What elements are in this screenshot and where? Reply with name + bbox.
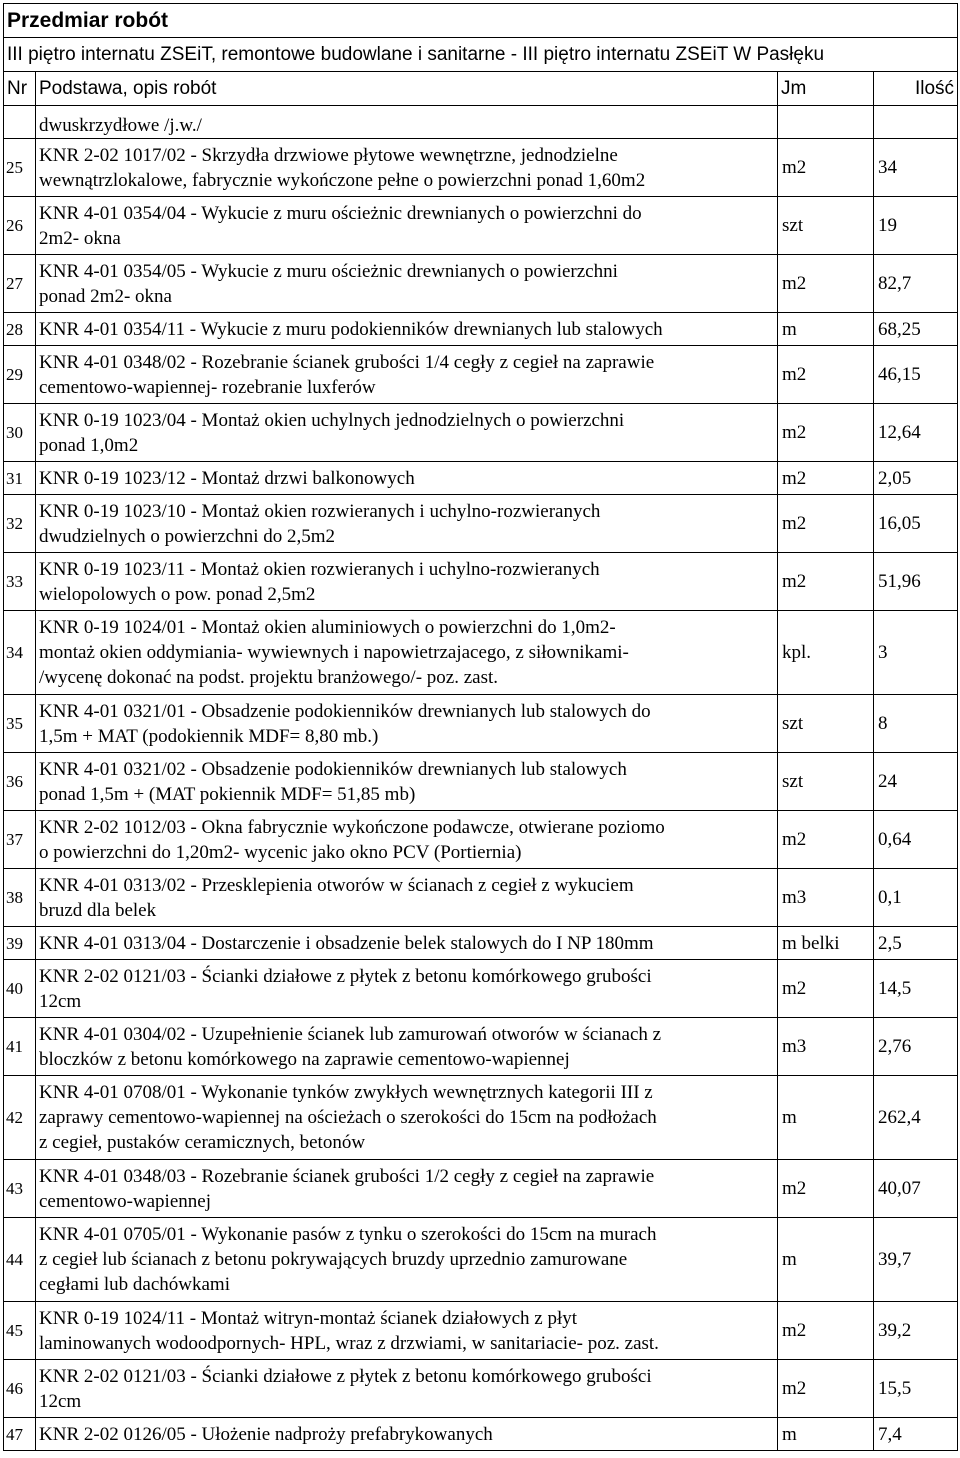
row-unit: m2	[778, 1360, 874, 1418]
row-description	[36, 927, 778, 960]
row-number: 37	[4, 811, 36, 869]
table-row	[4, 1018, 958, 1076]
continuation-text: dwuskrzydłowe /j.w./	[36, 106, 778, 139]
row-description	[36, 1218, 778, 1302]
row-number: 44	[4, 1218, 36, 1302]
row-number: 45	[4, 1302, 36, 1360]
row-number	[4, 106, 36, 139]
description-line: 12cm	[39, 990, 82, 1012]
description-line: KNR 4-01 0313/02 - Przesklepienia otworów w ścianach z cegieł z wykuciem	[39, 874, 634, 896]
description-line: ponad 2m2- okna	[39, 285, 172, 307]
description-line: montaż okien oddymiania- wywiewnych i napowietrzajacego, z siłownikami-	[39, 642, 629, 663]
row-quantity: 0,64	[874, 811, 958, 869]
description-line: KNR 0-19 1024/01 - Montaż okien aluminiowych o powierzchni do 1,0m2-	[39, 617, 616, 638]
description-line: dwudzielnych o powierzchni do 2,5m2	[39, 525, 336, 547]
table-row	[4, 1160, 958, 1218]
row-number: 47	[4, 1418, 36, 1451]
row-description	[36, 960, 778, 1018]
row-description	[36, 346, 778, 404]
row-description	[36, 695, 778, 753]
row-number: 28	[4, 313, 36, 346]
row-unit: szt	[778, 695, 874, 753]
table-row	[4, 404, 958, 462]
description-line: KNR 4-01 0304/02 - Uzupełnienie ścianek lub zamurowań otworów w ścianach z	[39, 1023, 662, 1045]
table-row	[4, 255, 958, 313]
description-line: wewnątrzlokalowe, fabrycznie wykończone pełne o powierzchni ponad 1,60m2	[39, 169, 646, 191]
row-unit: m2	[778, 1302, 874, 1360]
row-quantity: 46,15	[874, 346, 958, 404]
row-quantity: 39,2	[874, 1302, 958, 1360]
header-row	[4, 72, 958, 106]
row-unit: m2	[778, 553, 874, 611]
row-description	[36, 1302, 778, 1360]
description-line: z cegieł lub ścianach z betonu pokrywających bruzdy uprzednio zamurowane	[39, 1249, 628, 1270]
description-line: KNR 2-02 1017/02 - Skrzydła drzwiowe płytowe wewnętrzne, jednodzielne	[39, 144, 618, 166]
description-line: KNR 4-01 0313/04 - Dostarczenie i obsadzenie belek stalowych do I NP 180mm	[39, 932, 654, 954]
row-number: 26	[4, 197, 36, 255]
row-description	[36, 1418, 778, 1451]
description-line: KNR 0-19 1024/11 - Montaż witryn-montaż ścianek działowych z płyt	[39, 1307, 578, 1329]
row-unit: m2	[778, 404, 874, 462]
row-number: 38	[4, 869, 36, 927]
description-line: KNR 2-02 0121/03 - Ścianki działowe z płytek z betonu komórkowego grubości	[39, 965, 652, 987]
description-line: KNR 0-19 1023/04 - Montaż okien uchylnych jednodzielnych o powierzchni	[39, 409, 625, 431]
description-line: KNR 4-01 0348/03 - Rozebranie ścianek grubości 1/2 cegły z cegieł na zaprawie	[39, 1165, 655, 1187]
row-quantity: 3	[874, 611, 958, 695]
row-number: 32	[4, 495, 36, 553]
row-quantity: 8	[874, 695, 958, 753]
description-line: 1,5m + MAT (podokiennik MDF= 8,80 mb.)	[39, 725, 379, 747]
description-line: KNR 2-02 0126/05 - Ułożenie nadproży prefabrykowanych	[39, 1423, 493, 1445]
description-line: bloczków z betonu komórkowego na zaprawie cementowo-wapiennej	[39, 1048, 570, 1070]
row-quantity: 2,5	[874, 927, 958, 960]
row-description	[36, 197, 778, 255]
row-description	[36, 553, 778, 611]
description-line: cegłami lub dachówkami	[39, 1274, 230, 1295]
description-line: cementowo-wapiennej	[39, 1190, 211, 1212]
description-line: KNR 4-01 0348/02 - Rozebranie ścianek grubości 1/4 cegły z cegieł na zaprawie	[39, 351, 655, 373]
description-line: KNR 4-01 0354/11 - Wykucie z muru podokienników drewnianych lub stalowych	[39, 318, 663, 340]
description-line: KNR 0-19 1023/12 - Montaż drzwi balkonowych	[39, 467, 415, 489]
description-line: KNR 4-01 0321/02 - Obsadzenie podokienników drewnianych lub stalowych	[39, 758, 627, 780]
table-row	[4, 313, 958, 346]
table-row	[4, 139, 958, 197]
table-row	[4, 1076, 958, 1160]
row-quantity: 16,05	[874, 495, 958, 553]
description-line: cementowo-wapiennej- rozebranie luxferów	[39, 376, 376, 398]
row-unit: m	[778, 1218, 874, 1302]
row-number: 29	[4, 346, 36, 404]
description-line: ponad 1,0m2	[39, 434, 139, 456]
description-line: KNR 4-01 0705/01 - Wykonanie pasów z tynku o szerokości do 15cm na murach	[39, 1224, 657, 1245]
row-unit	[778, 106, 874, 139]
table-row	[4, 960, 958, 1018]
row-quantity: 19	[874, 197, 958, 255]
row-number: 25	[4, 139, 36, 197]
table-row	[4, 1218, 958, 1302]
row-number: 31	[4, 462, 36, 495]
row-quantity	[874, 106, 958, 139]
row-quantity: 51,96	[874, 553, 958, 611]
row-description	[36, 462, 778, 495]
przedmiar-table	[3, 3, 958, 1451]
row-unit: m2	[778, 462, 874, 495]
row-unit: m2	[778, 346, 874, 404]
header-nr: Nr	[4, 72, 36, 106]
row-number: 40	[4, 960, 36, 1018]
description-line: KNR 2-02 1012/03 - Okna fabrycznie wykończone podawcze, otwierane poziomo	[39, 816, 665, 838]
header-description: Podstawa, opis robót	[36, 72, 778, 106]
row-unit: m	[778, 1418, 874, 1451]
row-quantity: 262,4	[874, 1076, 958, 1160]
description-line: KNR 4-01 0354/04 - Wykucie z muru ościeżnic drewnianych o powierzchni do	[39, 202, 642, 224]
row-unit: m2	[778, 811, 874, 869]
row-number: 43	[4, 1160, 36, 1218]
row-quantity: 2,05	[874, 462, 958, 495]
table-row	[4, 753, 958, 811]
row-number: 39	[4, 927, 36, 960]
description-line: wielopolowych o pow. ponad 2,5m2	[39, 583, 316, 605]
document-subtitle: III piętro internatu ZSEiT, remontowe budowlane i sanitarne - III piętro internatu ZSEiT W Pasłęku	[4, 38, 958, 72]
table-row	[4, 495, 958, 553]
table-row	[4, 462, 958, 495]
row-quantity: 40,07	[874, 1160, 958, 1218]
row-number: 35	[4, 695, 36, 753]
table-row	[4, 197, 958, 255]
description-line: laminowanych wodoodpornych- HPL, wraz z drzwiami, w sanitariacie- poz. zast.	[39, 1332, 659, 1354]
row-quantity: 34	[874, 139, 958, 197]
row-description	[36, 611, 778, 695]
row-unit: m2	[778, 495, 874, 553]
header-quantity: Ilość	[874, 72, 958, 106]
description-line: KNR 0-19 1023/11 - Montaż okien rozwieranych i uchylno-rozwieranych	[39, 558, 600, 580]
row-unit: m2	[778, 255, 874, 313]
description-line: 2m2- okna	[39, 227, 121, 249]
description-line: KNR 0-19 1023/10 - Montaż okien rozwieranych i uchylno-rozwieranych	[39, 500, 601, 522]
row-unit: m2	[778, 1160, 874, 1218]
row-quantity: 68,25	[874, 313, 958, 346]
description-line: KNR 4-01 0354/05 - Wykucie z muru ościeżnic drewnianych o powierzchni	[39, 260, 618, 282]
row-description	[36, 495, 778, 553]
table-row	[4, 611, 958, 695]
table-row	[4, 927, 958, 960]
row-quantity: 12,64	[874, 404, 958, 462]
table-row	[4, 1302, 958, 1360]
row-number: 46	[4, 1360, 36, 1418]
description-line: o powierzchni do 1,20m2- wycenic jako okno PCV (Portiernia)	[39, 841, 522, 863]
table-row	[4, 695, 958, 753]
row-quantity: 14,5	[874, 960, 958, 1018]
row-number: 27	[4, 255, 36, 313]
continuation-row	[4, 106, 958, 139]
document-title: Przedmiar robót	[4, 4, 958, 38]
row-quantity: 82,7	[874, 255, 958, 313]
row-number: 34	[4, 611, 36, 695]
row-description	[36, 313, 778, 346]
row-unit: m3	[778, 1018, 874, 1076]
row-description	[36, 255, 778, 313]
description-line: bruzd dla belek	[39, 899, 157, 921]
row-quantity: 0,1	[874, 869, 958, 927]
row-number: 33	[4, 553, 36, 611]
row-description	[36, 1076, 778, 1160]
row-unit: szt	[778, 753, 874, 811]
row-description	[36, 404, 778, 462]
row-unit: m3	[778, 869, 874, 927]
row-description	[36, 753, 778, 811]
table-row	[4, 811, 958, 869]
row-unit: m2	[778, 960, 874, 1018]
description-line: zaprawy cementowo-wapiennej na ościeżach o szerokości do 15cm na podłożach	[39, 1107, 657, 1128]
row-quantity: 39,7	[874, 1218, 958, 1302]
row-description	[36, 1360, 778, 1418]
row-quantity: 24	[874, 753, 958, 811]
row-unit: m2	[778, 139, 874, 197]
row-unit: m belki	[778, 927, 874, 960]
row-unit: kpl.	[778, 611, 874, 695]
row-description	[36, 869, 778, 927]
row-quantity: 7,4	[874, 1418, 958, 1451]
row-description	[36, 811, 778, 869]
table-row	[4, 346, 958, 404]
row-description	[36, 1018, 778, 1076]
table-body	[4, 4, 958, 1451]
row-number: 30	[4, 404, 36, 462]
row-number: 36	[4, 753, 36, 811]
header-unit: Jm	[778, 72, 874, 106]
row-quantity: 2,76	[874, 1018, 958, 1076]
description-line: ponad 1,5m + (MAT pokiennik MDF= 51,85 mb)	[39, 783, 416, 805]
table-row	[4, 1418, 958, 1451]
description-line: /wycenę dokonać na podst. projektu branżowego/- poz. zast.	[39, 667, 499, 688]
description-line: z cegieł, pustaków ceramicznych, betonów	[39, 1132, 366, 1153]
row-unit: m	[778, 313, 874, 346]
row-description	[36, 1160, 778, 1218]
description-line: KNR 4-01 0321/01 - Obsadzenie podokienników drewnianych lub stalowych do	[39, 700, 651, 722]
row-quantity: 15,5	[874, 1360, 958, 1418]
description-line: KNR 4-01 0708/01 - Wykonanie tynków zwykłych wewnętrznych kategorii III z	[39, 1082, 653, 1103]
row-unit: szt	[778, 197, 874, 255]
description-line: KNR 2-02 0121/03 - Ścianki działowe z płytek z betonu komórkowego grubości	[39, 1365, 652, 1387]
row-description	[36, 139, 778, 197]
table-row	[4, 553, 958, 611]
row-number: 42	[4, 1076, 36, 1160]
table-row	[4, 1360, 958, 1418]
table-row	[4, 869, 958, 927]
description-line: 12cm	[39, 1390, 82, 1412]
row-number: 41	[4, 1018, 36, 1076]
row-unit: m	[778, 1076, 874, 1160]
